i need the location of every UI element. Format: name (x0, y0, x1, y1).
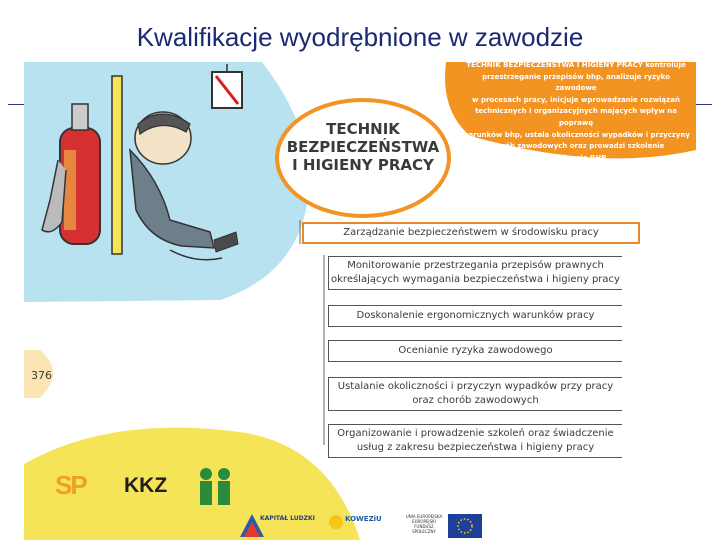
task-box (328, 340, 622, 362)
task-text: usług z zakresu bezpieczeństwa i higieny pracy (356, 442, 595, 453)
task-text: Ocenianie ryzyka zawodowego (398, 345, 553, 356)
kkz-logo: KKZ (124, 474, 168, 497)
description-line: technicznych i organizacyjnych mających wpływ na poprawę (475, 107, 677, 127)
description-line: w procesach pracy, inicjuje wprowadzanie rozwiązań (472, 95, 680, 104)
task-box (328, 256, 622, 290)
task-text: Zarządzanie bezpieczeństwem w środowisku pracy (343, 227, 599, 238)
page-number: 376 (31, 369, 52, 382)
occupation-title-bubble (280, 120, 446, 190)
task-text: określających wymagania bezpieczeństwa i higieny pracy (331, 274, 620, 285)
kapital-ludzki-label: KAPITAŁ LUDZKI (260, 515, 315, 522)
description-line: w zakresie BHP (545, 153, 607, 162)
task-box (328, 377, 622, 411)
task-text: Monitorowanie przestrzegania przepisów prawnych (347, 260, 604, 271)
description-line: warunków bhp, ustala okoliczności wypadków i przyczyny (462, 130, 690, 139)
task-box (328, 305, 622, 327)
eu-flag-icon (448, 514, 482, 538)
task-text: Doskonalenie ergonomicznych warunków pracy (356, 310, 595, 321)
task-box (328, 424, 622, 458)
page-title: Kwalifikacje wyodrębnione w zawodzie (136, 22, 584, 52)
eu-fund-label (404, 514, 444, 534)
koweziu-logo-icon (329, 515, 343, 529)
description-line: TECHNIK BEZPIECZEŃSTWA I HIGIENY PRACY kontroluje (466, 61, 686, 69)
task-text: Ustalanie okoliczności i przyczyn wypadków przy pracy (337, 381, 614, 392)
description-line: chorób zawodowych oraz prowadzi szkolenie (487, 142, 665, 151)
bubble-line: BEZPIECZEŃSTWA (286, 138, 440, 156)
bubble-line: I HIGIENY PRACY (292, 156, 434, 174)
eu-fund-line: UNIA EUROPEJSKA (405, 514, 443, 519)
koweziu-label: KOWEZiU (345, 515, 382, 523)
task-text: oraz chorób zawodowych (412, 395, 539, 406)
task-box-highlighted (302, 222, 640, 244)
task-text: Organizowanie i prowadzenie szkoleń oraz świadczenie (337, 428, 614, 439)
occupation-description (462, 60, 690, 164)
connector-lines (300, 220, 324, 445)
eu-fund-line: EUROPEJSKI (412, 519, 436, 524)
measuring-pole-shape (112, 76, 122, 254)
eu-fund-line: FUNDUSZ SPOŁECZNY (412, 524, 436, 534)
description-line: przestrzeganie przepisów bhp, analizuje ryzyko zawodowe (482, 72, 670, 93)
bubble-line: TECHNIK (326, 120, 400, 138)
sp-logo: SP (55, 470, 86, 500)
